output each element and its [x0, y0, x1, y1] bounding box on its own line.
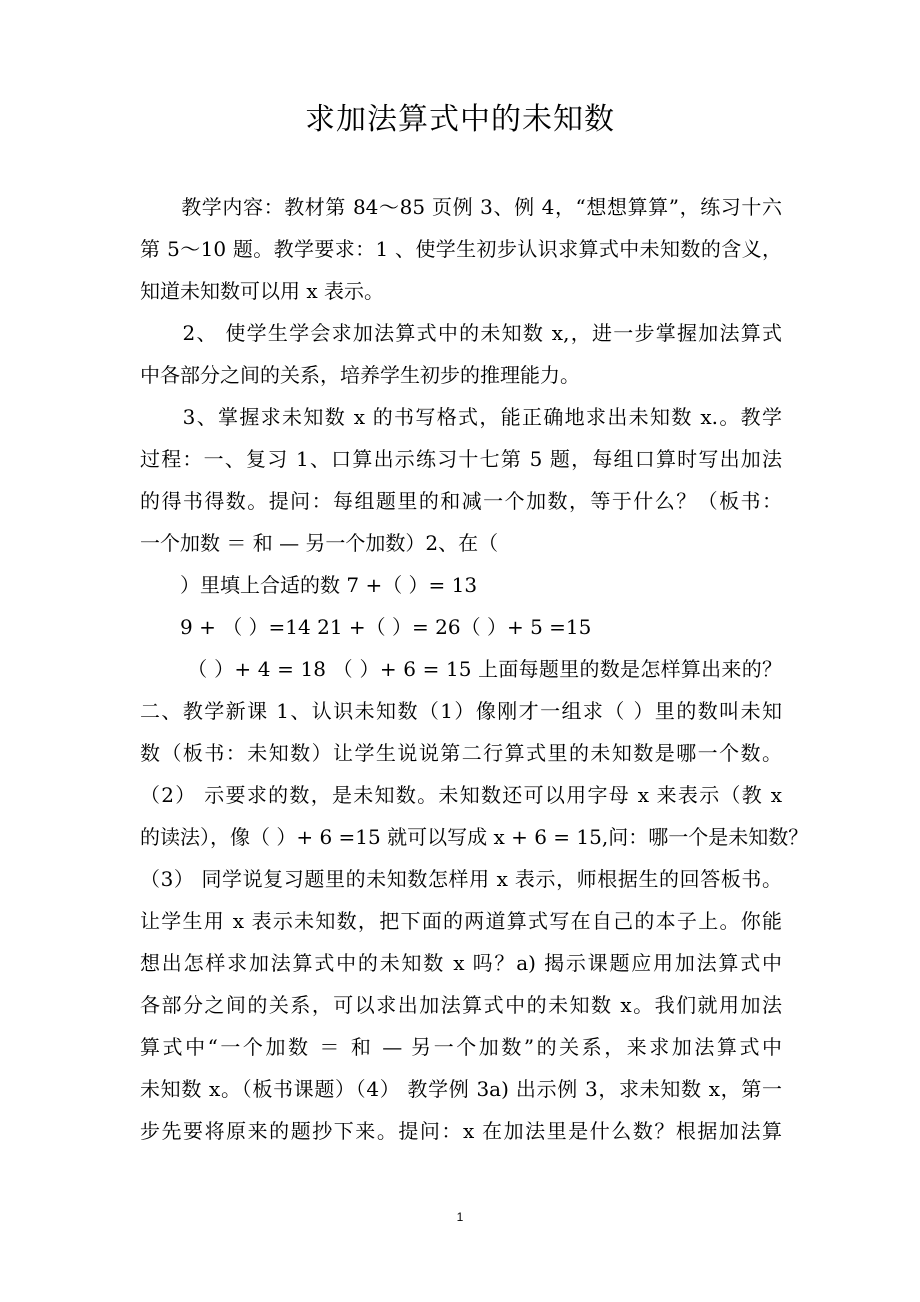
text-line: 第 5～10 题。教学要求：1 、使学生初步认识求算式中未知数的含义，: [140, 237, 782, 261]
text-line: 步先要将原来的题抄下来。提问：x 在加法里是什么数？根据加法算: [140, 1119, 782, 1143]
page-number: 1: [456, 1210, 464, 1224]
text-line: 知道未知数可以用 x 表示。: [140, 279, 384, 303]
text-line: 过程：一、复习 1、口算出示练习十七第 5 题，每组口算时写出加法: [140, 447, 782, 471]
text-line: 的读法），像（ ）+ 6 =15 就可以写成 x + 6 = 15,问：哪一个是未知数？: [140, 825, 809, 849]
text-line: 算式中“一个加数 ＝ 和 — 另一个加数”的关系，来求加法算式中: [140, 1035, 782, 1059]
text-line: 二、教学新课 1、认识未知数（1）像刚才一组求（ ）里的数叫未知: [140, 699, 782, 723]
document-title: 求加法算式中的未知数: [305, 102, 615, 137]
text-line: 让学生用 x 表示未知数，把下面的两道算式写在自己的本子上。你能: [140, 909, 782, 933]
text-line: 2、 使学生学会求加法算式中的未知数 x,，进一步掌握加法算式: [140, 321, 782, 345]
text-line: ）里填上合适的数 7 +（ ）= 13: [140, 573, 478, 597]
text-line: （ ）+ 4 = 18 （ ）+ 6 = 15 上面每题里的数是怎样算出来的？: [140, 657, 782, 681]
text-line: 想出怎样求加法算式中的未知数 x 吗？a) 揭示课题应用加法算式中: [140, 951, 782, 975]
text-line: （3） 同学说复习题里的未知数怎样用 x 表示，师根据生的回答板书。: [140, 867, 782, 891]
text-line: 教学内容：教材第 84～85 页例 3、例 4，“想想算算”，练习十六: [140, 195, 782, 219]
text-line: 数（板书：未知数）让学生说说第二行算式里的未知数是哪一个数。: [140, 741, 782, 765]
text-line: 的得书得数。提问：每组题里的和减一个加数，等于什么？（板书：: [140, 489, 782, 513]
text-line: 各部分之间的关系，可以求出加法算式中的未知数 x。我们就用加法: [140, 993, 782, 1017]
text-line: （2） 示要求的数，是未知数。未知数还可以用字母 x 来表示（教 x: [140, 783, 782, 807]
text-line: 未知数 x。（板书课题）（4） 教学例 3a) 出示例 3，求未知数 x，第一: [140, 1077, 782, 1101]
text-line: 3、掌握求未知数 x 的书写格式，能正确地求出未知数 x.。教学: [140, 405, 782, 429]
text-line: 中各部分之间的关系，培养学生初步的推理能力。: [140, 363, 580, 387]
text-line: 9 + （ ）=14 21 +（ ）= 26（ ）+ 5 =15: [140, 615, 592, 639]
text-line: 一个加数 ＝ 和 — 另一个加数）2、在（: [140, 531, 499, 555]
